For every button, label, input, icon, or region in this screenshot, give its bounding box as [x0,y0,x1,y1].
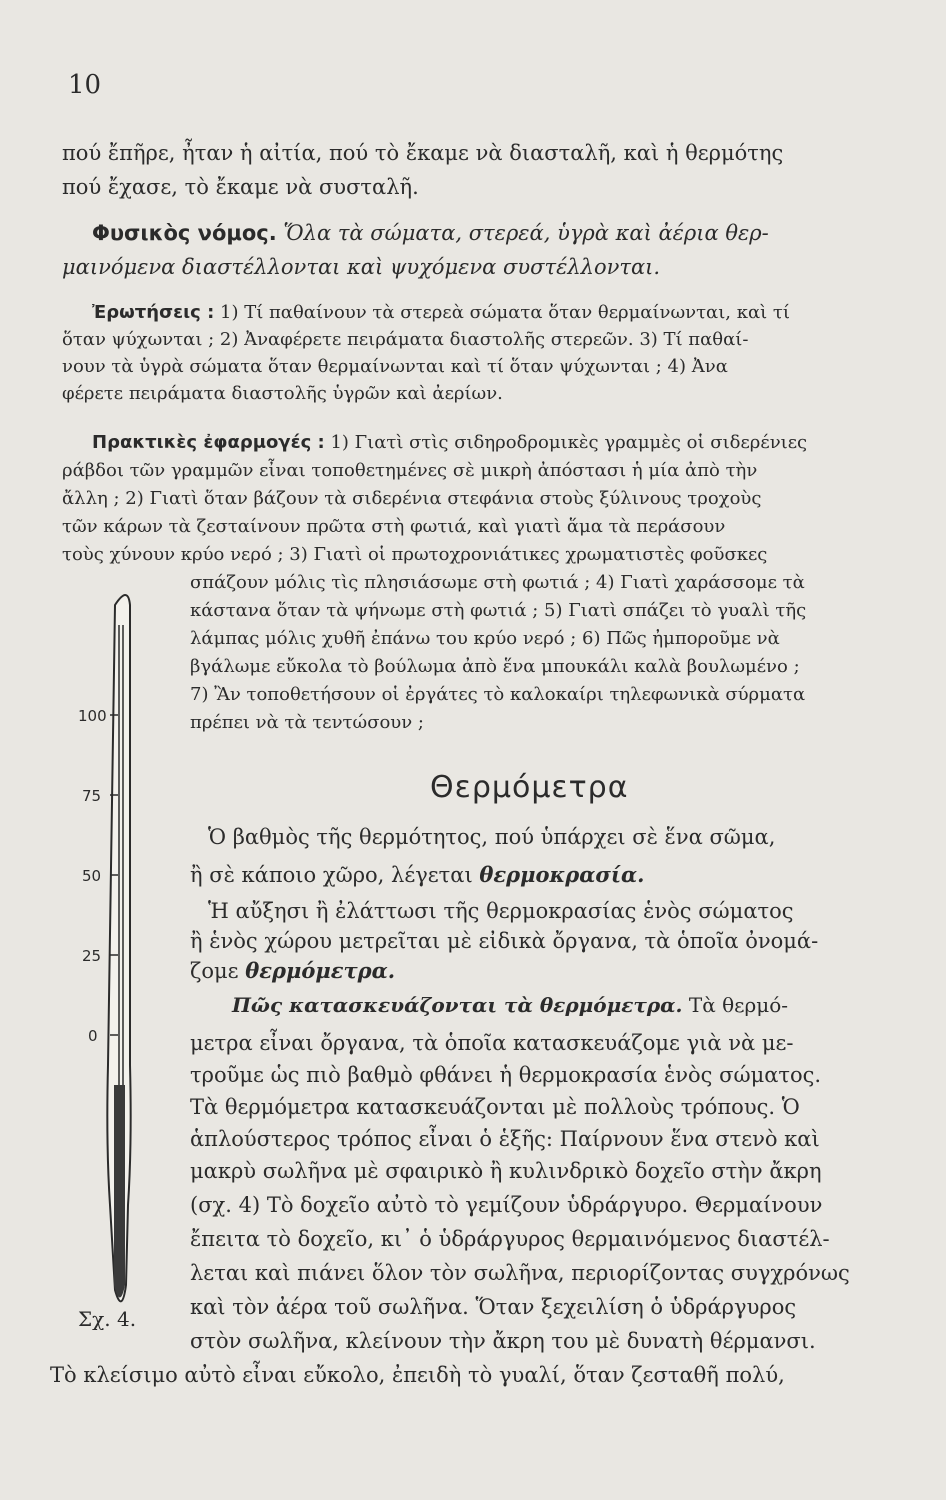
applications-text: κάστανα ὅταν τὰ ψήνωμε στὴ φωτιά ; 5) Γιατὶ σπάζει τὸ γυαλὶ τῆς [190,600,807,621]
questions-text: φέρετε πειράματα διαστολῆς ὑγρῶν καὶ ἀερίων. [62,383,503,404]
paragraph-line: Τὰ θερμόμετρα κατασκευάζονται μὲ πολλοὺς τρόπους. Ὁ [190,1095,800,1119]
paragraph-line: (σχ. 4) Τὸ δοχεῖο αὐτὸ τὸ γεμίζουν ὑδράργυρο. Θερμαίνουν [190,1193,823,1217]
applications-text: τῶν κάρων τὰ ζεσταίνουν πρῶτα στὴ φωτιά, καὶ γιατὶ ἅμα τὰ περάσουν [62,516,726,537]
paragraph-line: ἢ ἑνὸς χώρου μετρεῖται μὲ εἰδικὰ ὄργανα, τὰ ὁποῖα ὀνομά- [190,929,819,953]
applications-text: βγάλωμε εὔκολα τὸ βούλωμα ἀπὸ ἕνα μπουκάλι καλὰ βουλωμένο ; [190,656,800,677]
term-thermometra: θερμόμετρα. [245,958,396,983]
paragraph-line: στὸν σωλῆνα, κλείνουν τὴν ἄκρη του μὲ δυνατὴ θέρμανσι. [190,1329,816,1353]
paragraph-line: καὶ τὸν ἀέρα τοῦ σωλῆνα. Ὅταν ξεχειλίση ὁ ὑδράργυρος [190,1295,797,1319]
applications-text: ἄλλη ; 2) Γιατὶ ὅταν βάζουν τὰ σιδερένια στεφάνια στοὺς ξύλινους τροχοὺς [62,488,762,509]
paragraph-line [190,862,644,888]
paragraph-line: ἔπειτα τὸ δοχεῖο, κι᾿ ὁ ὑδράργυρος θερμαινόμενος διαστέλ- [190,1227,830,1251]
scale-label: 75 [82,787,102,805]
page-number: 10 [68,70,102,100]
questions-line [92,300,790,326]
thermometer-icon [70,585,180,1355]
paragraph-text: ἢ σὲ κάποιο χῶρο, λέγεται [190,863,473,887]
thermometer-figure [70,585,180,1355]
paragraph-line: Ὁ βαθμὸς τῆς θερμότητος, πού ὑπάρχει σὲ ἕνα σῶμα, [208,825,776,849]
section-label: Πῶς κατασκευάζονται τὰ θερμόμετρα. [232,993,683,1017]
applications-text: πρέπει νὰ τὰ τεντώσουν ; [190,712,424,733]
text-line: πού ἔχασε, τὸ ἔκαμε νὰ συσταλῆ. [62,175,419,199]
applications-text: 7) Ἂν τοποθετήσουν οἱ ἐργάτες τὸ καλοκαίρι τηλεφωνικὰ σύρματα [190,684,806,705]
law-text: μαινόμενα διαστέλλονται καὶ ψυχόμενα συστέλλονται. [62,255,661,279]
applications-text: τοὺς χύνουν κρύο νερό ; 3) Γιατὶ οἱ πρωτοχρονιάτικες χρωματιστὲς φοῦσκες [62,544,768,565]
paragraph-line: Ἡ αὔξησι ἢ ἐλάττωσι τῆς θερμοκρασίας ἑνὸς σώματος [208,899,794,923]
paragraph-text: Τὰ θερμό- [688,993,789,1017]
paragraph-line: λεται καὶ πιάνει ὅλον τὸν σωλῆνα, περιορίζοντας συγχρόνως [190,1261,850,1285]
scale-label: 25 [82,947,102,965]
questions-label: Ἐρωτήσεις : [92,302,215,323]
paragraph-line [190,958,395,984]
paragraph-line [232,992,788,1018]
applications-text: 1) Γιατὶ στὶς σιδηροδρομικὲς γραμμὲς οἱ σιδερένιες [330,432,808,453]
applications-text: ράβδοι τῶν γραμμῶν εἶναι τοποθετημένες σὲ μικρὴ ἀπόστασι ἡ μία ἀπὸ τὴν [62,460,758,481]
paragraph-line: τροῦμε ὡς πιὸ βαθμὸ φθάνει ἡ θερμοκρασία ἑνὸς σώματος. [190,1063,822,1087]
text-line: πού ἔπῆρε, ἦταν ἡ αἰτία, πού τὸ ἔκαμε νὰ διασταλῆ, καὶ ἡ θερμότης [62,141,784,165]
questions-text: ὅταν ψύχωνται ; 2) Ἀναφέρετε πειράματα διαστολῆς στερεῶν. 3) Τί παθαί- [62,329,749,350]
scale-label: 100 [78,707,107,725]
law-text: Ὅλα τὰ σώματα, στερεά, ὑγρὰ καὶ ἀέρια θερ- [283,221,769,245]
law-line [92,220,769,246]
applications-line [92,430,807,456]
figure-caption: Σχ. 4. [78,1307,137,1331]
applications-text: σπάζουν μόλις τὶς πλησιάσωμε στὴ φωτιά ; 4) Γιατὶ χαράσσομε τὰ [190,572,805,593]
scale-label: 0 [88,1027,98,1045]
applications-text: λάμπας μόλις χυθῆ ἐπάνω του κρύο νερό ; 6) Πῶς ἠμποροῦμε νὰ [190,628,780,649]
section-heading: Θερμόμετρα [430,770,629,805]
paragraph-line: ἁπλούστερος τρόπος εἶναι ὁ ἑξῆς: Παίρνουν ἕνα στενὸ καὶ [190,1127,820,1151]
questions-text: νουν τὰ ὑγρὰ σώματα ὅταν θερμαίνωνται καὶ τί ὅταν ψύχωνται ; 4) Ἀνα [62,356,728,377]
scale-label: 50 [82,867,102,885]
paragraph-line: μακρὺ σωλῆνα μὲ σφαιρικὸ ἢ κυλινδρικὸ δοχεῖο στὴν ἄκρη [190,1159,822,1183]
paragraph-line: μετρα εἶναι ὄργανα, τὰ ὁποῖα κατασκευάζομε γιὰ νὰ με- [190,1031,794,1055]
paragraph-text: ζομε [190,959,239,983]
paragraph-line: Τὸ κλείσιμο αὐτὸ εἶναι εὔκολο, ἐπειδὴ τὸ γυαλί, ὅταν ζεσταθῆ πολύ, [50,1363,785,1387]
applications-label: Πρακτικὲς ἐφαρμογές : [92,432,325,453]
questions-text: 1) Τί παθαίνουν τὰ στερεὰ σώματα ὅταν θερμαίνωνται, καὶ τί [220,302,790,323]
law-label: Φυσικὸς νόμος. [92,221,277,245]
term-thermokrasia: θερμοκρασία. [479,862,645,887]
